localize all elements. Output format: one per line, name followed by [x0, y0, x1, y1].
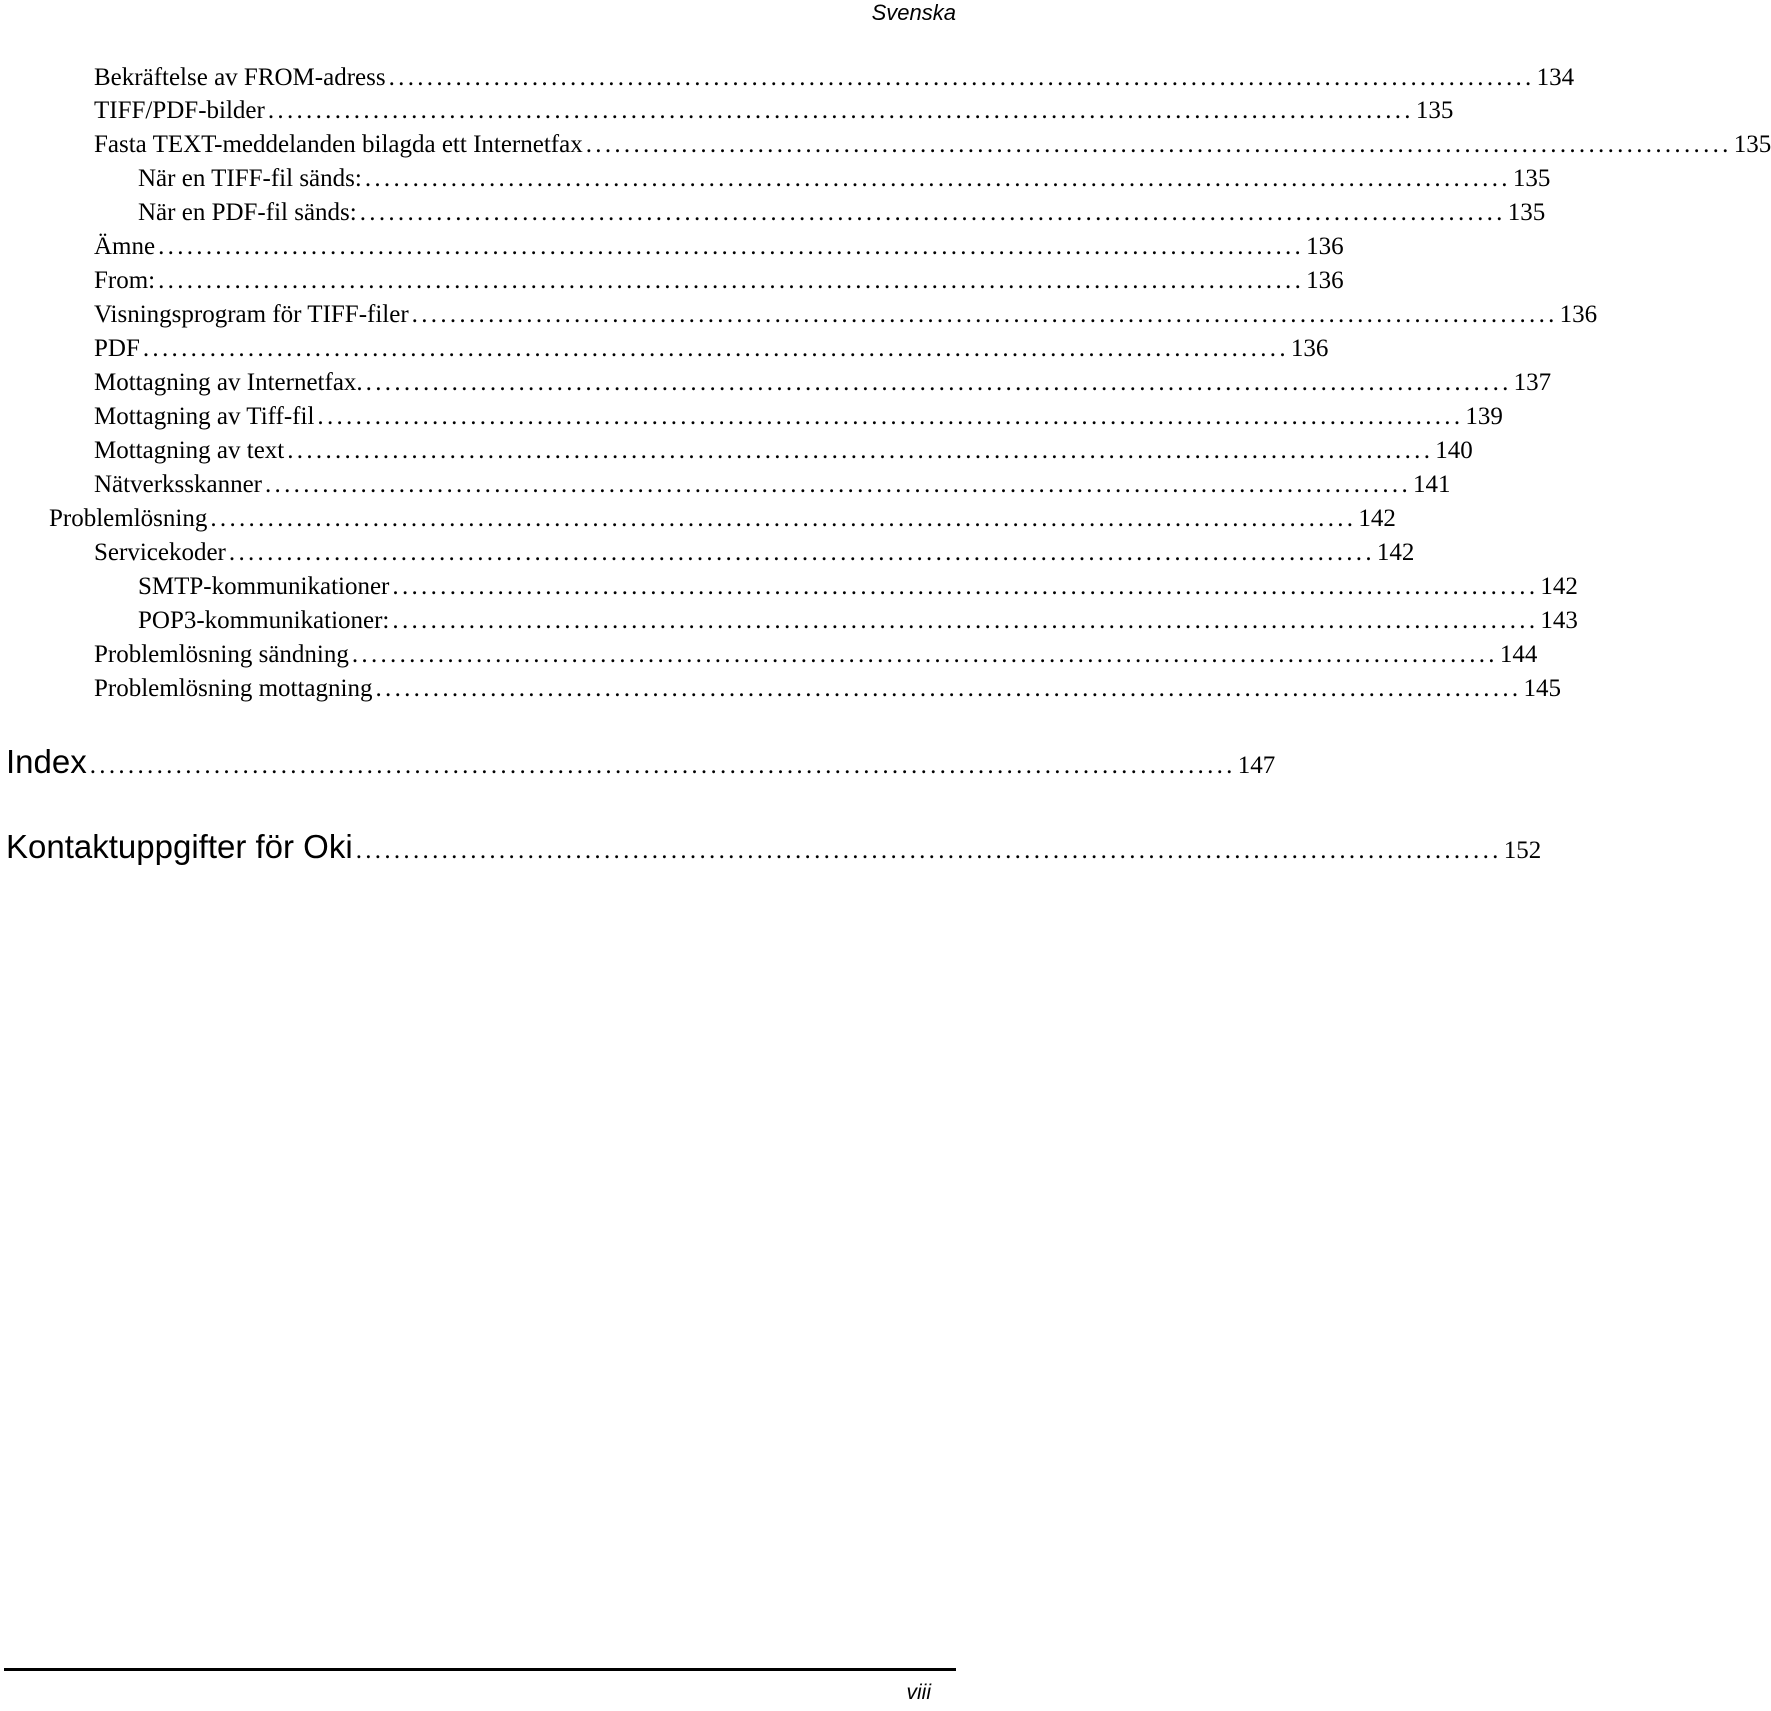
toc-leader-dots: ........................................................................................................................	[158, 267, 1305, 294]
toc-leader-dots: ........................................................................................................................	[355, 837, 1502, 864]
toc-chapter-entry	[6, 825, 1542, 873]
toc-leader-dots: ........................................................................................................................	[585, 131, 1732, 158]
toc-entry-page: 135	[1507, 199, 1546, 226]
toc-entry-page: 136	[1306, 233, 1344, 260]
toc-entry	[94, 127, 1771, 163]
toc-leader-dots: ........................................................................................................................	[359, 199, 1506, 226]
toc-entry-title: Mottagning av text	[94, 437, 285, 464]
toc-leader-dots: ........................................................................................................................	[267, 97, 1414, 124]
toc-entry-page: 139	[1465, 403, 1503, 430]
toc-entry-page: 135	[1733, 131, 1771, 158]
toc-entry	[94, 433, 1473, 469]
toc-entry-title: Nätverksskanner	[94, 471, 262, 498]
toc-entry-title: Mottagning av Internetfax.	[94, 369, 363, 396]
toc-entry	[94, 365, 1552, 401]
toc-leader-dots: ........................................................................................................................	[210, 505, 1357, 532]
toc-entry-page: 142	[1358, 505, 1396, 532]
toc-leader-dots: ........................................................................................................................	[392, 573, 1539, 600]
toc-entry	[94, 297, 1598, 333]
toc-entry-page: 135	[1512, 165, 1551, 192]
toc-entry-title: Problemlösning sändning	[94, 641, 349, 668]
toc-chapter-title: Index	[6, 743, 87, 780]
toc-entry-page: 135	[1415, 97, 1454, 124]
toc-leader-dots: ........................................................................................................................	[388, 64, 1535, 91]
toc-leader-dots: ........................................................................................................................	[228, 539, 1375, 566]
toc-entry-title: När en TIFF-fil sänds:	[138, 165, 362, 192]
toc-leader-dots: ........................................................................................................................	[365, 369, 1512, 396]
toc-entry-page: 145	[1523, 675, 1561, 702]
toc-leader-dots: ........................................................................................................................	[364, 165, 1511, 192]
toc-entry	[94, 331, 1329, 367]
toc-leader-dots: ........................................................................................................................	[317, 403, 1464, 430]
toc-entry-title: Visningsprogram för TIFF-filer	[94, 301, 409, 328]
toc-entry-page: 142	[1376, 539, 1415, 566]
toc-entry-title: Problemlösning	[49, 505, 208, 532]
toc-entry-page: 142	[1540, 573, 1578, 600]
toc-entry-page: 136	[1559, 301, 1598, 328]
toc-entry-page: 137	[1513, 369, 1552, 396]
toc-entry	[94, 93, 1454, 129]
toc-entry-title: TIFF/PDF-bilder	[94, 97, 265, 124]
toc-leader-dots: ........................................................................................................................	[265, 471, 1411, 498]
toc-entry-page: 152	[1503, 837, 1542, 864]
toc-entry-title: Problemlösning mottagning	[94, 675, 373, 702]
toc-entry-page: 144	[1499, 641, 1538, 668]
toc-chapter-entry	[6, 740, 1276, 788]
page-number: viii	[906, 1681, 931, 1704]
toc-entry	[94, 671, 1561, 707]
toc-entry-page: 140	[1435, 437, 1473, 464]
toc-leader-dots: ........................................................................................................................	[351, 641, 1498, 668]
toc-leader-dots: ........................................................................................................................	[89, 752, 1236, 779]
toc-entry-title: Mottagning av Tiff-fil	[94, 403, 315, 430]
toc-entry	[94, 60, 1575, 96]
toc-entry	[138, 569, 1578, 605]
toc-entry	[94, 637, 1538, 673]
toc-entry-page: 134	[1536, 64, 1575, 91]
toc-entry-page: 136	[1306, 267, 1344, 294]
toc-entry-title: Servicekoder	[94, 539, 226, 566]
footer-divider	[4, 1668, 956, 1671]
toc-entry	[138, 603, 1578, 639]
toc-entry-title: POP3-kommunikationer:	[138, 607, 390, 634]
toc-leader-dots: ........................................................................................................................	[158, 233, 1305, 260]
page-header-language: Svenska	[871, 0, 956, 25]
toc-entry	[49, 501, 1396, 537]
toc-entry-title: Fasta TEXT-meddelanden bilagda ett Internetfax	[94, 131, 583, 158]
toc-entry	[94, 535, 1415, 571]
toc-leader-dots: ........................................................................................................................	[392, 607, 1539, 634]
toc-chapter-title: Kontaktuppgifter för Oki	[6, 828, 353, 865]
toc-leader-dots: ........................................................................................................................	[142, 335, 1289, 362]
toc-entry-page: 136	[1290, 335, 1329, 362]
toc-entry-title: Ämne	[94, 233, 156, 260]
toc-entry-title: From:	[94, 267, 156, 294]
toc-entry	[94, 229, 1344, 265]
toc-entry	[94, 467, 1451, 503]
toc-entry-title: När en PDF-fil sänds:	[138, 199, 357, 226]
toc-entry-title: PDF	[94, 335, 140, 362]
toc-entry-title: SMTP-kommunikationer	[138, 573, 390, 600]
toc-entry-page: 143	[1540, 607, 1578, 634]
toc-entry-page: 147	[1237, 752, 1276, 779]
toc-leader-dots: ........................................................................................................................	[411, 301, 1558, 328]
toc-leader-dots: ........................................................................................................................	[287, 437, 1434, 464]
toc-leader-dots: ........................................................................................................................	[375, 675, 1522, 702]
toc-entry-page: 141	[1413, 471, 1451, 498]
toc-entry	[138, 195, 1546, 231]
toc-entry	[94, 399, 1503, 435]
toc-entry-title: Bekräftelse av FROM-adress	[94, 64, 386, 91]
toc-entry	[138, 161, 1551, 197]
toc-entry	[94, 263, 1344, 299]
